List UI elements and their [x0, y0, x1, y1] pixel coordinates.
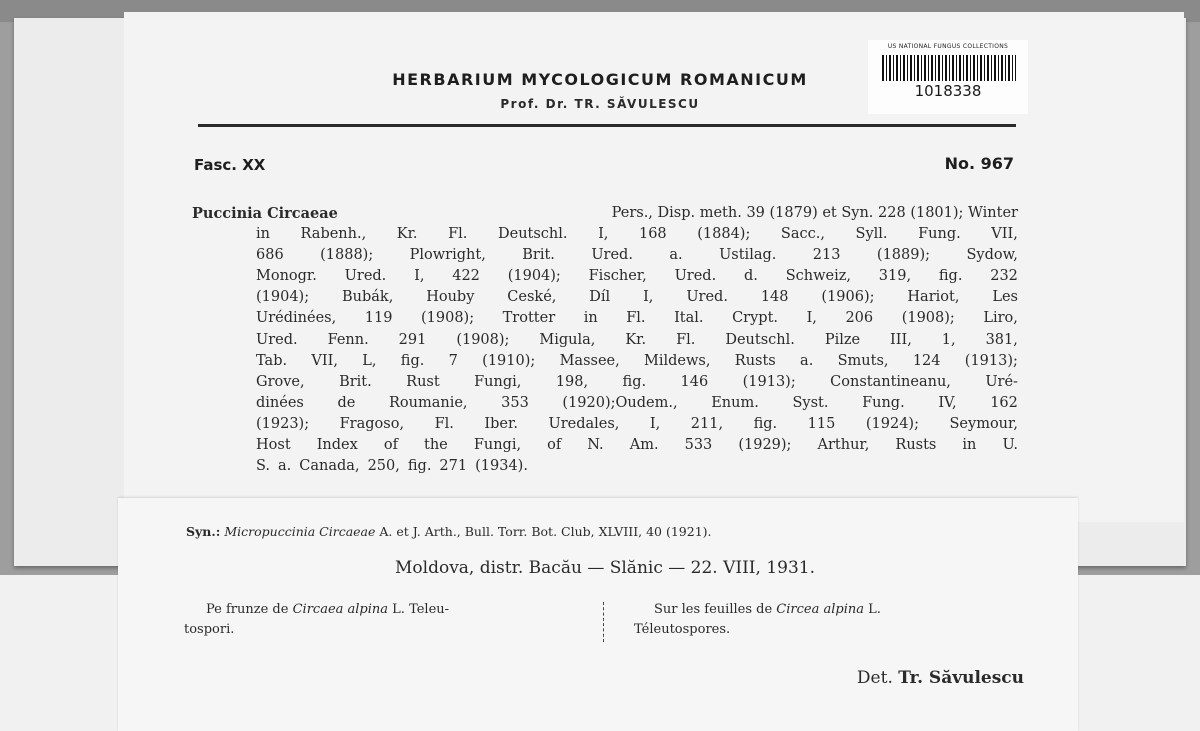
citation-word: (1913); — [964, 352, 1018, 369]
citation-word: fig. — [753, 415, 778, 432]
citation-word: Uré- — [985, 373, 1018, 390]
citation-word: 232 — [990, 268, 1018, 285]
citation-word: de — [337, 394, 356, 411]
citation-word: Fungi, — [474, 373, 522, 390]
citation-word: 211, — [690, 415, 724, 432]
citation-word: a. — [669, 247, 683, 264]
citation-word: (1908); — [456, 331, 510, 348]
citation-word: Urédinées, — [256, 310, 337, 327]
citation-word: III, — [890, 331, 912, 348]
citation-word: 353 — [501, 394, 529, 411]
citation-word: S. — [256, 458, 271, 475]
citation-word: 206 — [845, 310, 874, 327]
citation-line — [192, 372, 1018, 393]
citation-line — [192, 393, 1018, 414]
synonym-label: Syn.: — [186, 524, 221, 539]
citation-word: Fischer, — [588, 268, 647, 285]
host-romanian — [184, 600, 574, 640]
citation-word: of — [383, 437, 398, 454]
citation-word: 162 — [990, 394, 1018, 411]
citation-word: Ital. — [674, 310, 704, 327]
citation-word: L, — [362, 352, 377, 369]
citation-word: Trotter — [502, 310, 556, 327]
citation-word: I, — [649, 415, 661, 432]
citation-word: of — [547, 437, 562, 454]
host-ro-name: Circaea alpina — [292, 602, 389, 617]
citation-word: 198, — [555, 373, 589, 390]
header-rule — [198, 124, 1016, 127]
herbarium-editor: Prof. Dr. TR. SĂVULESCU — [500, 97, 700, 111]
species-citation — [192, 203, 1018, 477]
citation-word: fig. — [400, 352, 425, 369]
host-ro-suffix: L. Teleu- — [392, 602, 450, 617]
citation-word: 115 — [807, 415, 836, 432]
citation-line — [192, 308, 1018, 329]
citation-word: (1889); — [876, 247, 931, 264]
citation-word: (1884); — [697, 226, 751, 243]
citation-word: Enum. — [711, 394, 759, 411]
citation-text: Pers., Disp. meth. 39 (1879) et Syn. 228 (1801); Winter — [611, 205, 1018, 221]
synonym-reference: A. et J. Arth., Bull. Torr. Bot. Club, XLVIII, 40 (1921). — [379, 524, 712, 539]
citation-word: Syst. — [792, 394, 829, 411]
citation-word: I, — [643, 289, 654, 306]
host-fr-prefix: Sur les feuilles de — [654, 602, 773, 617]
citation-word: IV, — [938, 394, 957, 411]
citation-line — [192, 456, 1018, 477]
citation-word: (1934). — [475, 458, 528, 475]
citation-word: 533 — [684, 437, 713, 454]
citation-word: (1904); — [507, 268, 561, 285]
citation-word: Fl. — [626, 310, 646, 327]
citation-word: Liro, — [983, 310, 1018, 327]
citation-word: (1910); — [482, 352, 536, 369]
citation-word: Canada, — [299, 458, 360, 475]
citation-word: Ceské, — [507, 289, 557, 306]
citation-word: Houby — [426, 289, 475, 306]
citation-word: 291 — [398, 331, 427, 348]
citation-word: Pilze — [824, 331, 861, 348]
citation-word: dinées — [256, 394, 304, 411]
citation-line — [192, 245, 1018, 266]
citation-word: Hariot, — [907, 289, 960, 306]
citation-word: 7 — [448, 352, 458, 369]
citation-word: 381, — [985, 331, 1018, 348]
citation-word: 146 — [680, 373, 709, 390]
citation-line — [192, 351, 1018, 372]
citation-line — [192, 435, 1018, 456]
citation-word: Ured. — [256, 331, 298, 348]
citation-word: Mildews, — [644, 352, 711, 369]
citation-word: a. — [278, 458, 292, 475]
citation-word: U. — [1002, 437, 1018, 454]
citation-word: Tab. — [256, 352, 288, 369]
citation-word: (1906); — [821, 289, 875, 306]
citation-word: in — [583, 310, 598, 327]
citation-word: Monogr. — [256, 268, 317, 285]
citation-word: (1908); — [901, 310, 955, 327]
citation-word: Ustilag. — [719, 247, 777, 264]
citation-word: 1, — [941, 331, 956, 348]
synonym-name: Micropuccinia Circaeae — [224, 524, 376, 539]
citation-word: Iber. — [484, 415, 518, 432]
barcode-label — [868, 40, 1028, 114]
citation-word: Grove, — [256, 373, 305, 390]
citation-word: Sydow, — [966, 247, 1018, 264]
determiner-prefix: Det. — [856, 668, 893, 688]
citation-word: Rusts — [734, 352, 776, 369]
citation-word: Kr. — [625, 331, 647, 348]
citation-word: Massee, — [559, 352, 620, 369]
host-fr-suffix: L. — [868, 602, 881, 617]
citation-word: Sacc., — [780, 226, 825, 243]
citation-word: Fragoso, — [339, 415, 405, 432]
citation-word: Bubák, — [342, 289, 394, 306]
citation-line — [192, 414, 1018, 435]
citation-word: Uredales, — [548, 415, 620, 432]
determiner-name: Tr. Săvulescu — [898, 668, 1024, 688]
citation-word: Arthur, — [817, 437, 870, 454]
citation-word: Ured. — [686, 289, 728, 306]
citation-word: Brit. — [339, 373, 372, 390]
language-divider — [603, 602, 604, 642]
citation-word: Rusts — [895, 437, 937, 454]
citation-line — [192, 330, 1018, 351]
citation-word: 422 — [452, 268, 480, 285]
citation-word: 319, — [878, 268, 912, 285]
host-fr-line2: Téleutospores. — [634, 622, 731, 637]
determiner — [760, 668, 1024, 688]
citation-word: Host — [256, 437, 291, 454]
citation-word: 213 — [812, 247, 841, 264]
citation-word: in — [256, 226, 270, 243]
citation-word: (1923); — [256, 415, 310, 432]
citation-word: 119 — [364, 310, 393, 327]
citation-word: Schweiz, — [785, 268, 851, 285]
citation-word: VII, — [311, 352, 338, 369]
citation-word: (1908); — [420, 310, 475, 327]
citation-word: 148 — [760, 289, 789, 306]
citation-word: the — [424, 437, 448, 454]
citation-word: Rabenh., — [300, 226, 367, 243]
citation-word: in — [962, 437, 977, 454]
citation-word: (1924); — [865, 415, 919, 432]
citation-word: 168 — [638, 226, 667, 243]
citation-word: Seymour, — [949, 415, 1018, 432]
barcode-caption: US NATIONAL FUNGUS COLLECTIONS — [887, 43, 1009, 50]
citation-word: Fungi, — [473, 437, 522, 454]
citation-word: (1904); — [256, 289, 310, 306]
citation-word: Plowright, — [409, 247, 486, 264]
citation-word: 271 — [439, 458, 468, 475]
citation-word: 124 — [912, 352, 941, 369]
citation-word: Fenn. — [327, 331, 369, 348]
herbarium-title: HERBARIUM MYCOLOGICUM ROMANICUM — [392, 70, 808, 89]
barcode-number: 1018338 — [914, 82, 982, 100]
citation-word: VII, — [991, 226, 1018, 243]
citation-word: fig. — [407, 458, 432, 475]
citation-word: (1929); — [738, 437, 792, 454]
citation-word: N. — [587, 437, 604, 454]
citation-word: Ured. — [344, 268, 387, 285]
citation-word: 686 — [256, 247, 284, 264]
citation-word: Roumanie, — [388, 394, 468, 411]
citation-word: Constantineanu, — [830, 373, 951, 390]
citation-word: Les — [992, 289, 1018, 306]
citation-word: I, — [806, 310, 817, 327]
citation-word: Index — [316, 437, 358, 454]
citation-word: Syll. — [855, 226, 888, 243]
fascicle-label: Fasc. XX — [194, 156, 266, 174]
host-ro-prefix: Pe frunze de — [206, 602, 289, 617]
citation-word: Ured. — [591, 247, 633, 264]
synonym-line — [186, 524, 1016, 539]
citation-line — [192, 224, 1018, 245]
citation-word: Kr. — [396, 226, 418, 243]
citation-word: Brit. — [522, 247, 555, 264]
citation-word: d. — [743, 268, 758, 285]
citation-word: Fl. — [676, 331, 696, 348]
host-ro-line2: tospori. — [184, 622, 235, 637]
barcode-icon — [882, 55, 1016, 81]
citation-word: Deutschl. — [725, 331, 795, 348]
citation-word: Deutschl. — [497, 226, 568, 243]
citation-word: Díl — [589, 289, 611, 306]
citation-word: Smuts, — [837, 352, 889, 369]
citation-word: (1913); — [742, 373, 796, 390]
citation-word: (1888); — [320, 247, 374, 264]
collection-locality: Moldova, distr. Bacău — Slănic — 22. VIII, 1931. — [395, 558, 815, 578]
citation-word: Migula, — [539, 331, 596, 348]
citation-word: Rust — [406, 373, 440, 390]
citation-line — [192, 287, 1018, 308]
citation-word: Fung. — [862, 394, 905, 411]
citation-word: (1920);Oudem., — [562, 394, 678, 411]
citation-line — [192, 266, 1018, 287]
citation-word: Fl. — [434, 415, 454, 432]
citation-word: Am. — [629, 437, 659, 454]
citation-word: fig. — [938, 268, 963, 285]
citation-word: 250, — [367, 458, 400, 475]
citation-word: Ured. — [674, 268, 717, 285]
species-name: Puccinia Circaeae — [192, 205, 338, 222]
citation-word: Crypt. — [732, 310, 779, 327]
citation-line — [192, 203, 1018, 224]
citation-word: I, — [598, 226, 609, 243]
citation-word: fig. — [622, 373, 647, 390]
host-french — [634, 600, 1026, 640]
citation-word: a. — [800, 352, 814, 369]
citation-word: Fung. — [918, 226, 961, 243]
host-fr-name: Circea alpina — [776, 602, 864, 617]
specimen-number: No. 967 — [944, 154, 1014, 173]
citation-word: I, — [414, 268, 425, 285]
citation-word: Fl. — [448, 226, 468, 243]
